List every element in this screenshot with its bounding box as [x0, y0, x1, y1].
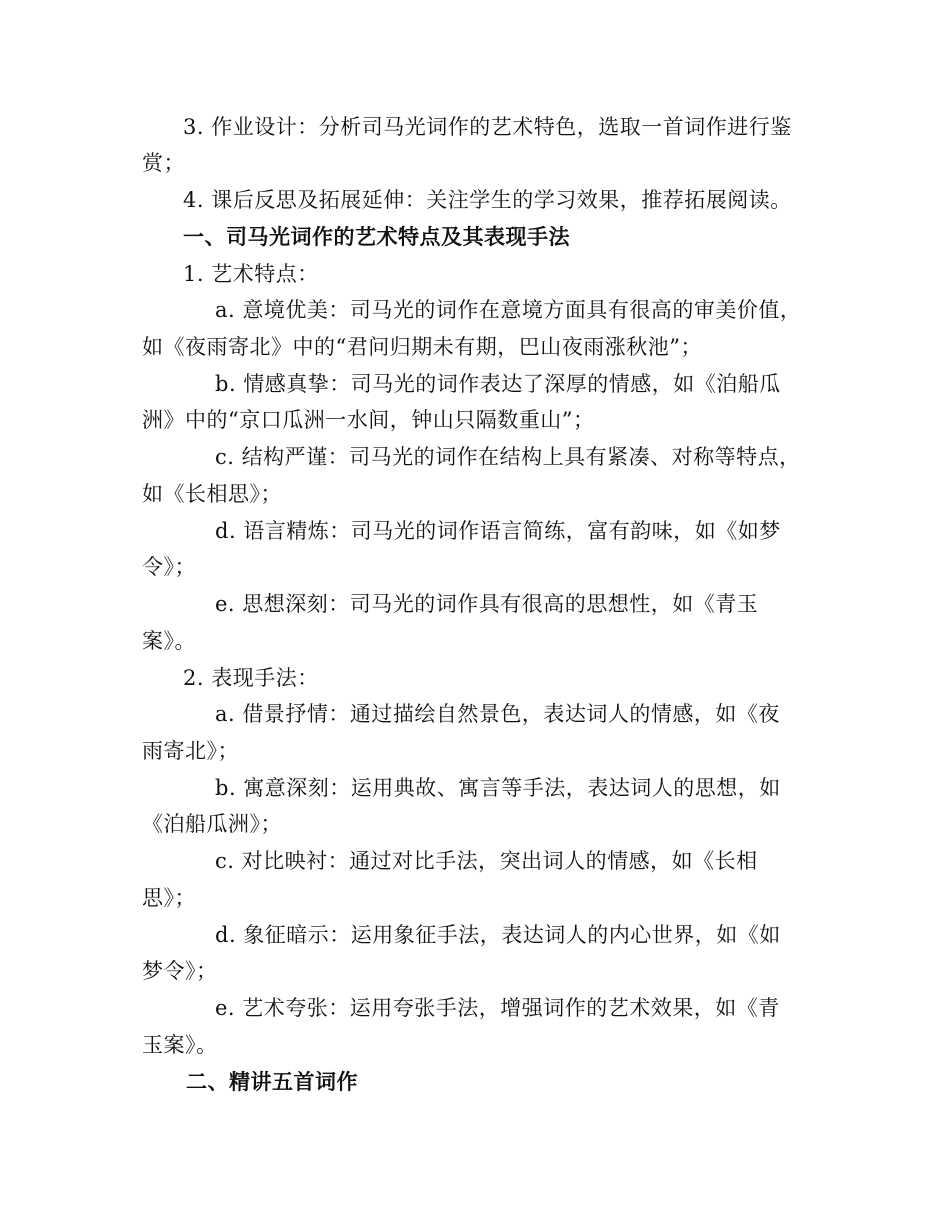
technique-a-continuation: 雨寄北》；: [142, 739, 239, 763]
feature-e-continuation: 案》。: [142, 629, 196, 653]
section-heading-2: 二、精讲五首词作: [186, 1070, 358, 1094]
technique-c: c. 对比映衬：通过对比手法，突出词人的情感，如《长相: [215, 849, 758, 873]
technique-a: a. 借景抒情：通过描绘自然景色，表达词人的情感，如《夜: [215, 702, 780, 726]
subheading-techniques: 2. 表现手法：: [183, 666, 319, 690]
technique-e-continuation: 玉案》。: [142, 1033, 218, 1057]
item-3-continuation: 赏；: [142, 151, 185, 175]
feature-c-continuation: 如《长相思》；: [142, 482, 282, 506]
feature-b: b. 情感真挚：司马光的词作表达了深厚的情感，如《泊船瓜: [215, 372, 781, 396]
technique-d-continuation: 梦令》；: [142, 959, 218, 983]
feature-d: d. 语言精炼：司马光的词作语言简练，富有韵味，如《如梦: [215, 519, 781, 543]
technique-b-continuation: 《泊船瓜洲》；: [142, 812, 282, 836]
feature-d-continuation: 令》；: [142, 555, 196, 579]
item-4-reflection: 4. 课后反思及拓展延伸：关注学生的学习效果，推荐拓展阅读。: [183, 188, 792, 212]
section-heading-1: 一、司马光词作的艺术特点及其表现手法: [183, 225, 570, 249]
feature-a-continuation: 如《夜雨寄北》中的“君问归期未有期，巴山夜雨涨秋池”；: [142, 335, 702, 359]
technique-c-continuation: 思》；: [142, 886, 196, 910]
feature-e: e. 思想深刻：司马光的词作具有很高的思想性，如《青玉: [215, 592, 759, 616]
technique-b: b. 寓意深刻：运用典故、寓言等手法，表达词人的思想，如: [215, 776, 781, 800]
feature-a: a. 意境优美：司马光的词作在意境方面具有很高的审美价值，: [215, 298, 802, 322]
item-3-homework-design: 3. 作业设计：分析司马光词作的艺术特色，选取一首词作进行鉴: [183, 115, 792, 139]
feature-b-continuation: 洲》中的“京口瓜洲一水间，钟山只隔数重山”；: [142, 408, 595, 432]
technique-e: e. 艺术夸张：运用夸张手法，增强词作的艺术效果，如《青: [215, 996, 780, 1020]
technique-d: d. 象征暗示：运用象征手法，表达词人的内心世界，如《如: [215, 923, 781, 947]
feature-c: c. 结构严谨：司马光的词作在结构上具有紧凑、对称等特点，: [215, 445, 801, 469]
subheading-art-features: 1. 艺术特点：: [183, 262, 319, 286]
